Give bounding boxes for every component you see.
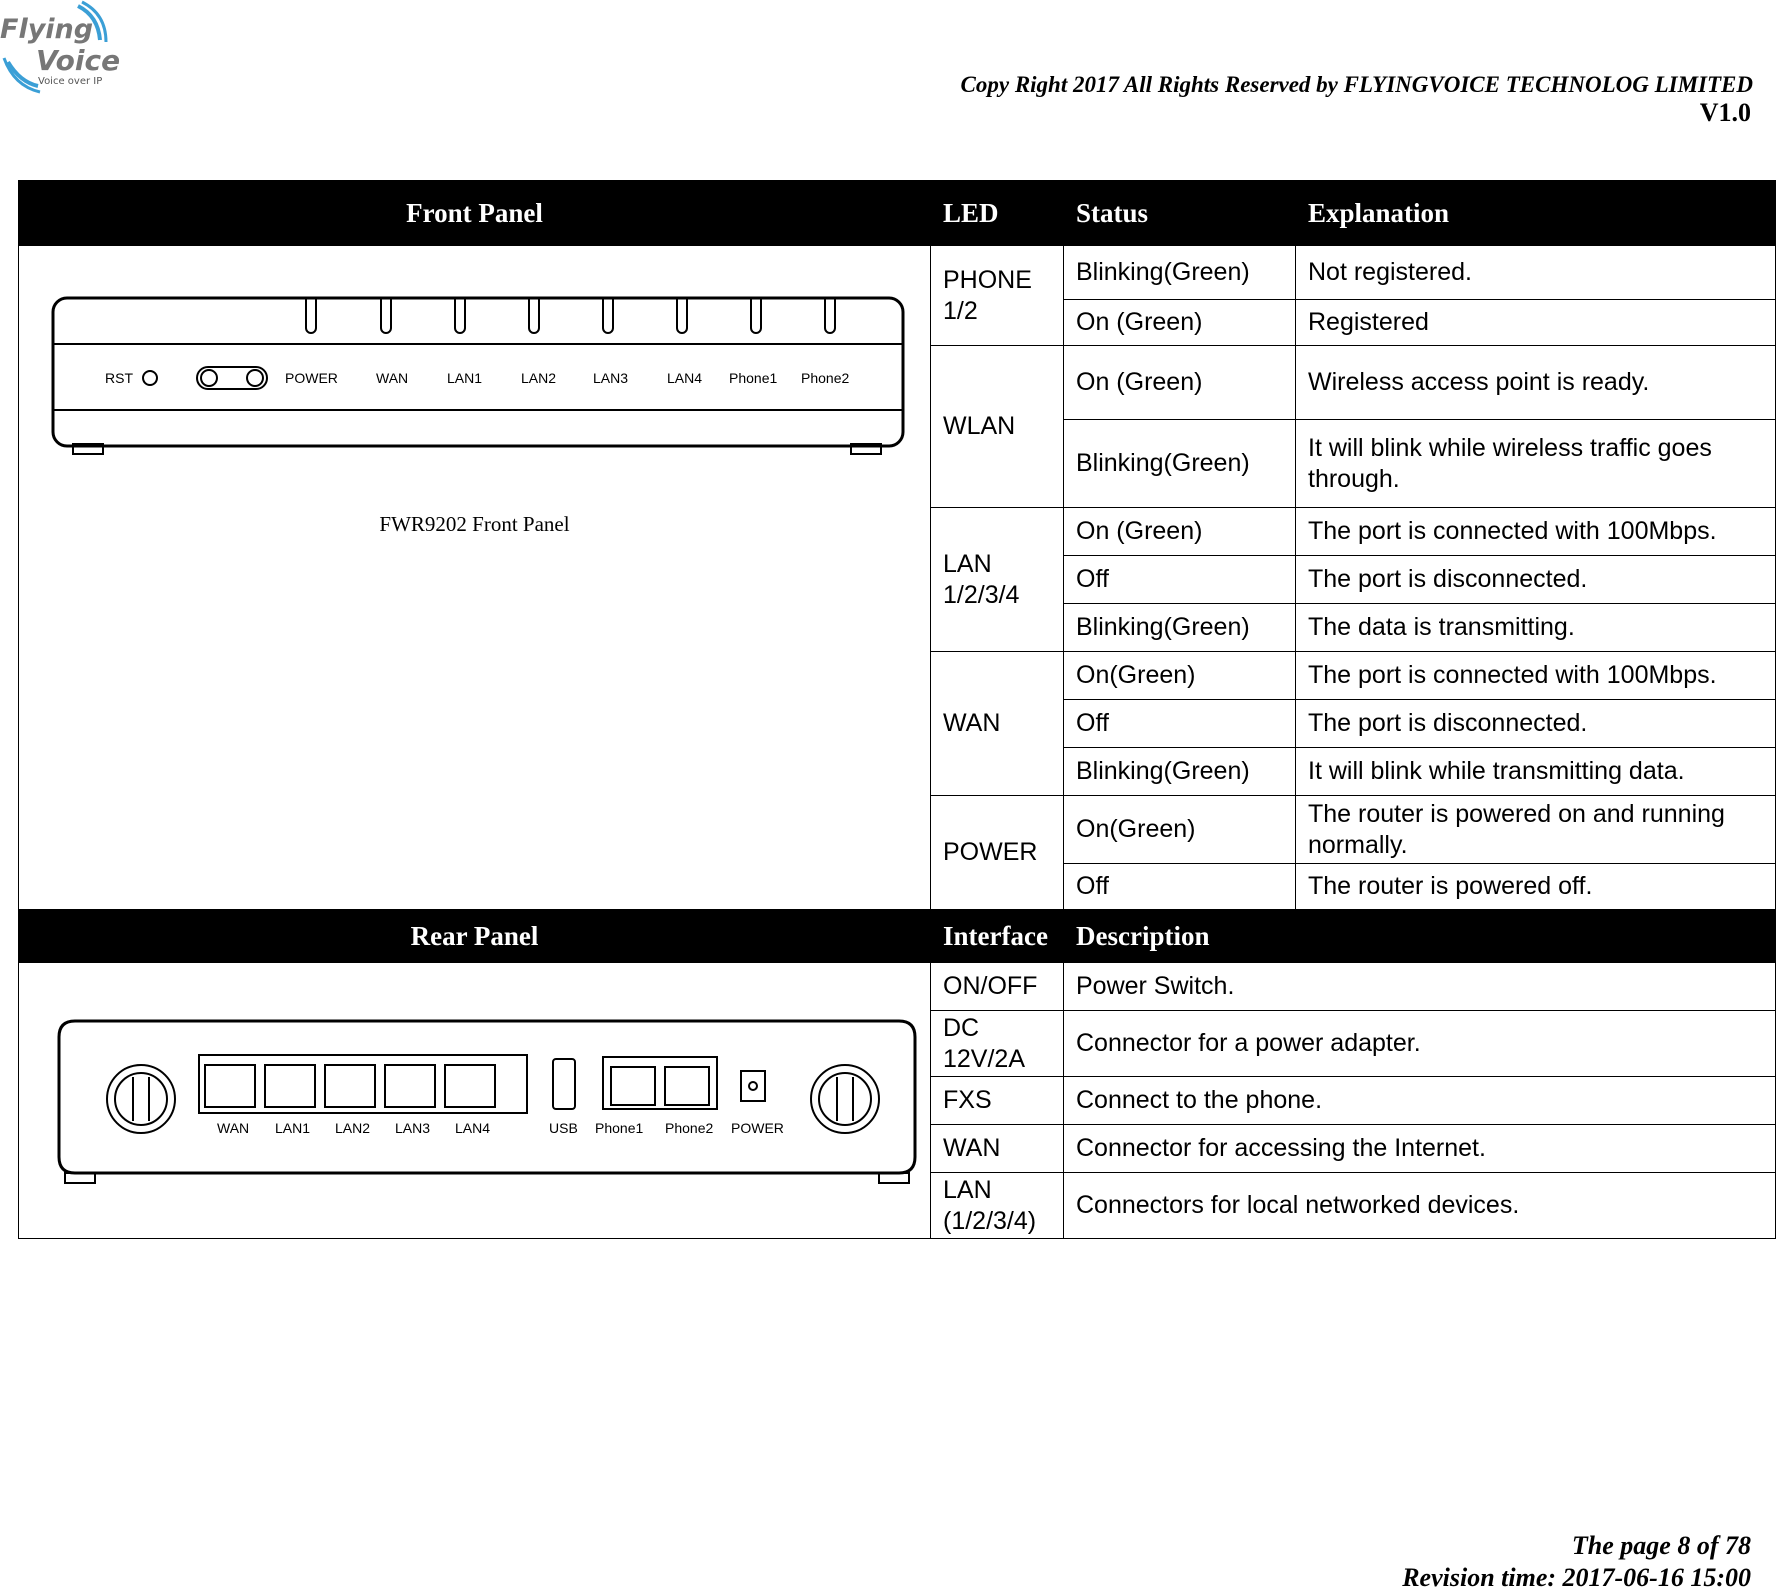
front-label-lan4: LAN4 bbox=[667, 370, 703, 386]
explanation-cell: The router is powered on and running normally. bbox=[1296, 796, 1776, 864]
explanation-cell: The port is connected with 100Mbps. bbox=[1296, 508, 1776, 556]
front-panel-image-cell bbox=[19, 246, 931, 910]
front-label-phone1: Phone1 bbox=[729, 370, 778, 386]
header-rear-panel: Rear Panel bbox=[19, 910, 931, 963]
header-status: Status bbox=[1064, 181, 1296, 246]
rear-label-phone1: Phone1 bbox=[595, 1119, 644, 1136]
interface-cell: ON/OFF bbox=[931, 963, 1064, 1011]
header-front-panel: Front Panel bbox=[19, 181, 931, 246]
rear-header-row bbox=[19, 910, 1776, 963]
front-label-phone2: Phone2 bbox=[801, 370, 850, 386]
interface-cell: DC 12V/2A bbox=[931, 1011, 1064, 1077]
rear-label-lan4: LAN4 bbox=[455, 1119, 491, 1136]
header-led: LED bbox=[931, 181, 1064, 246]
led-wan: WAN bbox=[931, 652, 1064, 796]
led-phone: PHONE 1/2 bbox=[931, 246, 1064, 346]
status-cell: On(Green) bbox=[1064, 796, 1296, 864]
explanation-cell: Registered bbox=[1296, 300, 1776, 346]
status-cell: On (Green) bbox=[1064, 300, 1296, 346]
header-interface: Interface bbox=[931, 910, 1064, 963]
copyright-text: Copy Right 2017 All Rights Reserved by FLYINGVOICE TECHNOLOG LIMITED bbox=[960, 72, 1753, 97]
status-cell: Off bbox=[1064, 556, 1296, 604]
rear-label-usb: USB bbox=[549, 1119, 578, 1136]
page-number: The page 8 of 78 bbox=[1571, 1531, 1751, 1560]
front-label-rst: RST bbox=[105, 370, 133, 386]
front-header-row bbox=[19, 181, 1776, 246]
led-lan: LAN 1/2/3/4 bbox=[931, 508, 1064, 652]
header-description: Description bbox=[1064, 910, 1776, 963]
rear-label-lan1: LAN1 bbox=[275, 1119, 311, 1136]
interface-cell: LAN (1/2/3/4) bbox=[931, 1173, 1064, 1239]
front-label-lan2: LAN2 bbox=[521, 370, 557, 386]
led-wlan: WLAN bbox=[931, 346, 1064, 508]
status-cell: Blinking(Green) bbox=[1064, 246, 1296, 300]
status-cell: On (Green) bbox=[1064, 346, 1296, 420]
rear-label-lan3: LAN3 bbox=[395, 1119, 431, 1136]
status-cell: On (Green) bbox=[1064, 508, 1296, 556]
explanation-cell: The port is connected with 100Mbps. bbox=[1296, 652, 1776, 700]
rear-panel-drawing bbox=[19, 981, 931, 1221]
status-cell: Off bbox=[1064, 864, 1296, 910]
description-cell: Connect to the phone. bbox=[1064, 1077, 1776, 1125]
explanation-cell: Not registered. bbox=[1296, 246, 1776, 300]
rear-label-phone2: Phone2 bbox=[665, 1119, 714, 1136]
status-cell: Blinking(Green) bbox=[1064, 420, 1296, 508]
logo-text-1: Flying bbox=[0, 14, 94, 45]
front-label-lan1: LAN1 bbox=[447, 370, 483, 386]
interface-cell: WAN bbox=[931, 1125, 1064, 1173]
status-cell: Off bbox=[1064, 700, 1296, 748]
footer bbox=[1402, 1530, 1751, 1594]
header-explanation: Explanation bbox=[1296, 181, 1776, 246]
rear-label-wan: WAN bbox=[217, 1119, 250, 1136]
version-text: V1.0 bbox=[1699, 98, 1751, 127]
revision-time: Revision time: 2017-06-16 15:00 bbox=[1402, 1563, 1751, 1592]
front-panel-drawing bbox=[19, 246, 931, 506]
explanation-cell: The port is disconnected. bbox=[1296, 556, 1776, 604]
explanation-cell: The router is powered off. bbox=[1296, 864, 1776, 910]
led-power: POWER bbox=[931, 796, 1064, 910]
front-label-wan: WAN bbox=[376, 370, 409, 386]
status-cell: Blinking(Green) bbox=[1064, 748, 1296, 796]
description-cell: Connector for accessing the Internet. bbox=[1064, 1125, 1776, 1173]
explanation-cell: Wireless access point is ready. bbox=[1296, 346, 1776, 420]
rear-panel-image-cell bbox=[19, 963, 931, 1239]
rear-label-power: POWER bbox=[731, 1119, 784, 1136]
explanation-cell: The port is disconnected. bbox=[1296, 700, 1776, 748]
logo-text-2: Voice bbox=[36, 44, 121, 77]
rear-label-lan2: LAN2 bbox=[335, 1119, 371, 1136]
panel-table bbox=[18, 180, 1776, 1239]
description-cell: Connector for a power adapter. bbox=[1064, 1011, 1776, 1077]
explanation-cell: It will blink while wireless traffic goes through. bbox=[1296, 420, 1776, 508]
status-cell: On(Green) bbox=[1064, 652, 1296, 700]
front-label-power: POWER bbox=[285, 370, 338, 386]
interface-cell: FXS bbox=[931, 1077, 1064, 1125]
front-label-lan3: LAN3 bbox=[593, 370, 629, 386]
explanation-cell: The data is transmitting. bbox=[1296, 604, 1776, 652]
explanation-cell: It will blink while transmitting data. bbox=[1296, 748, 1776, 796]
description-cell: Power Switch. bbox=[1064, 963, 1776, 1011]
front-panel-caption: FWR9202 Front Panel bbox=[379, 512, 570, 536]
description-cell: Connectors for local networked devices. bbox=[1064, 1173, 1776, 1239]
status-cell: Blinking(Green) bbox=[1064, 604, 1296, 652]
flyingvoice-logo bbox=[0, 0, 121, 95]
logo-sub: Voice over IP bbox=[38, 76, 103, 87]
